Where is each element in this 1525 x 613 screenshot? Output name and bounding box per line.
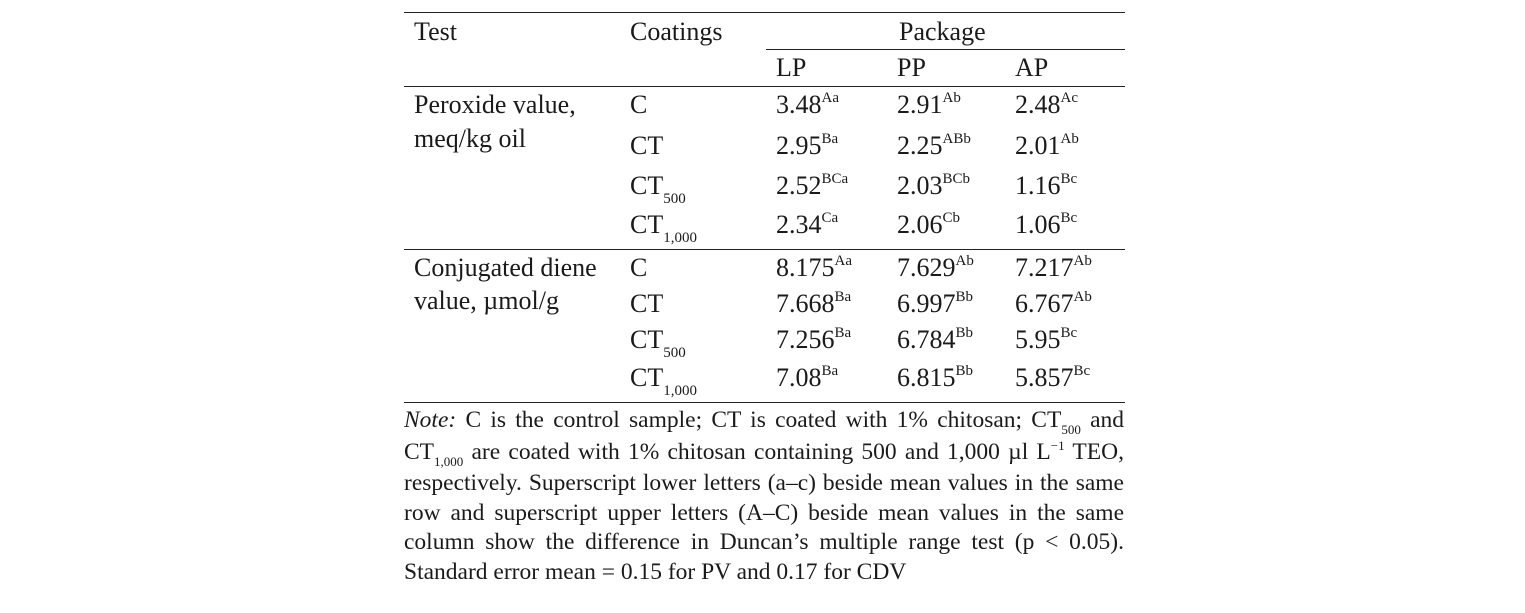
table-top-rule (404, 12, 1125, 13)
note-superscript: −1 (1050, 437, 1065, 453)
table-bottom-rule (404, 402, 1125, 403)
value-cell: $2.91^{Ab}$ (897, 90, 961, 119)
group-divider-rule (404, 249, 1125, 250)
value-cell: $5.857^{Bc}$ (1015, 363, 1091, 392)
value-cell: $6.767^{Ab}$ (1015, 289, 1092, 318)
value-cell: $8.175^{Aa}$ (776, 253, 852, 282)
header-package-ap: AP (1015, 53, 1049, 82)
coating-label: C (630, 253, 648, 282)
header-coatings: Coatings (630, 17, 723, 46)
value-cell: $7.629^{Ab}$ (897, 253, 974, 282)
value-cell: $1.06^{Bc}$ (1015, 210, 1078, 239)
header-package-lp: LP (776, 53, 807, 82)
coating-label: CT (630, 289, 664, 318)
package-rule (766, 49, 1125, 50)
header-package-pp: PP (897, 53, 926, 82)
table-note (404, 406, 1124, 588)
value-cell: $2.25^{ABb}$ (897, 131, 971, 160)
note-text: C is the control sample; CT is coated with 1% chitosan; CT (456, 407, 1062, 433)
value-cell: $6.784^{Bb}$ (897, 325, 974, 354)
test-name-line2: meq/kg oil (414, 124, 526, 153)
header-test: Test (414, 17, 457, 46)
value-cell: $2.01^{Ab}$ (1015, 131, 1079, 160)
coating-label: C (630, 90, 648, 119)
value-cell: $2.06^{Cb}$ (897, 210, 961, 239)
value-cell: $2.95^{Ba}$ (776, 131, 839, 160)
coating-label: $CT_{1,000}$ (630, 363, 697, 399)
test-name-line1: Conjugated diene (414, 253, 597, 282)
value-cell: $7.08^{Ba}$ (776, 363, 839, 392)
value-cell: $5.95^{Bc}$ (1015, 325, 1078, 354)
value-cell: $6.815^{Bb}$ (897, 363, 974, 392)
value-cell: $7.217^{Ab}$ (1015, 253, 1092, 282)
value-cell: $2.48^{Ac}$ (1015, 90, 1078, 119)
coating-label: $CT_{1,000}$ (630, 210, 697, 246)
test-name-line1: Peroxide value, (414, 90, 576, 119)
value-cell: $1.16^{Bc}$ (1015, 171, 1078, 200)
value-cell: $2.52^{BCa}$ (776, 171, 849, 200)
note-subscript: 1,000 (434, 453, 464, 469)
value-cell: $2.34^{Ca}$ (776, 210, 839, 239)
coating-label: $CT_{500}$ (630, 325, 686, 361)
value-cell: $3.48^{Aa}$ (776, 90, 839, 119)
header-bottom-rule (404, 86, 1125, 87)
note-subscript: 500 (1061, 422, 1081, 437)
coating-label: CT (630, 131, 664, 160)
value-cell: $2.03^{BCb}$ (897, 171, 971, 200)
note-text: are coated with 1% chitosan containing 500 and 1,000 µl L (463, 438, 1051, 465)
value-cell: $6.997^{Bb}$ (897, 289, 974, 318)
coating-label: $CT_{500}$ (630, 171, 686, 207)
value-cell: $7.668^{Ba}$ (776, 289, 852, 318)
note-label: Note: (404, 407, 457, 433)
value-cell: $7.256^{Ba}$ (776, 325, 852, 354)
note-text: TEO, respectively. Superscript lower letters (a–c) beside mean values in the same row and superscript upper letters (A–C) beside mean values in the same column show the difference in Duncan’s multiple range test (p < 0.05). Standard error mean = 0.15 for PV and 0.17 for CDV (404, 438, 1124, 585)
header-package: Package (899, 17, 986, 46)
note-text: and CT (404, 407, 1124, 465)
test-name-line2: value, µmol/g (414, 286, 559, 315)
